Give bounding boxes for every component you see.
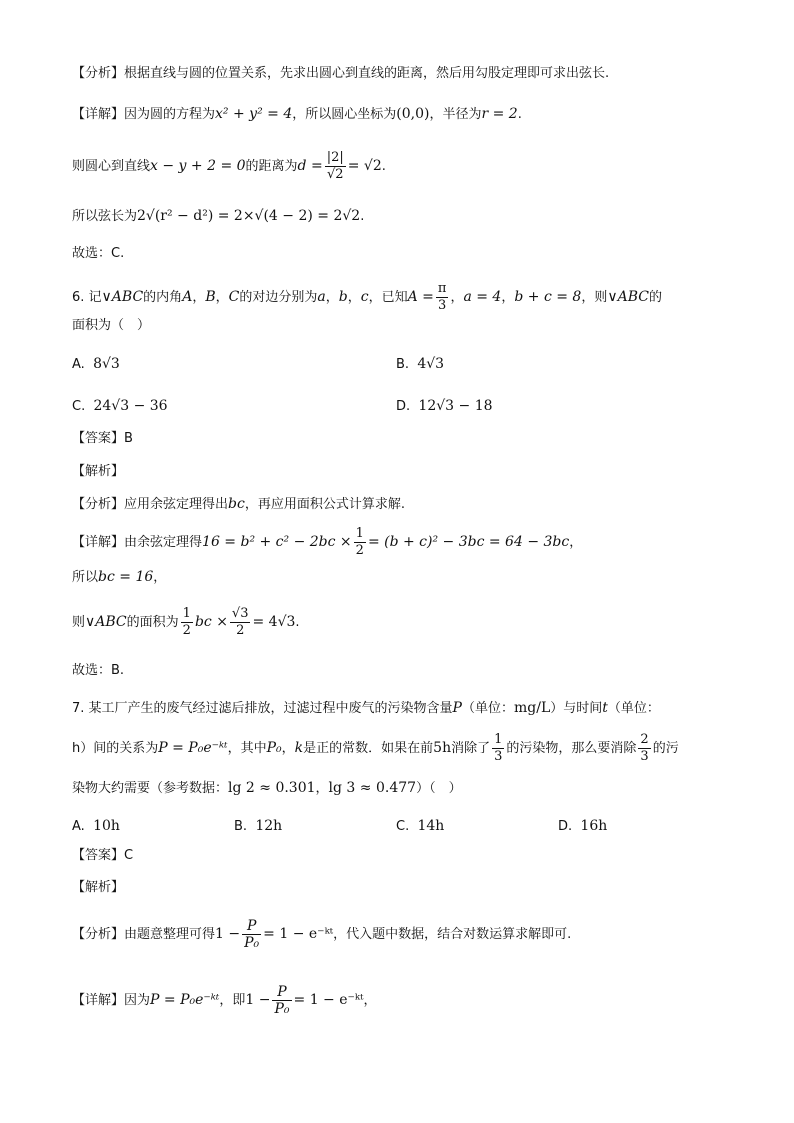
triangle-symbol: ∨ABC	[85, 614, 127, 630]
fraction-numerator: 1	[182, 606, 191, 621]
option-value: 12h	[255, 818, 283, 834]
text: 由题意整理可得	[124, 927, 216, 942]
q6-answer: 【答案】B	[72, 431, 133, 446]
text: 的	[648, 290, 662, 305]
fraction-denominator: P₀	[274, 1001, 290, 1017]
text: 染物大约需要（参考数据：	[72, 781, 229, 796]
option-label: D.	[558, 819, 573, 834]
ref-lg3: lg 3 ≈ 0.477	[328, 780, 417, 796]
q7-option-a[interactable]	[72, 816, 120, 837]
text: 的距离为	[245, 159, 298, 174]
option-label: A.	[72, 819, 85, 834]
center-coordinate: (0,0)	[396, 106, 430, 122]
q7-stem-line-2	[72, 728, 679, 769]
q5-chord-line	[72, 206, 364, 227]
text: ，	[363, 993, 377, 1008]
fraction-denominator: 2	[236, 623, 245, 638]
text: 因为圆的方程为	[124, 107, 216, 122]
text: ，	[569, 535, 583, 550]
q7-detail-line	[72, 980, 376, 1021]
fraction-denominator: 3	[438, 298, 447, 313]
p-over-p0-fraction	[272, 984, 291, 1017]
bc-symbol: bc	[228, 496, 245, 512]
option-value: 14h	[417, 818, 445, 834]
triangle-symbol: ∨ABC	[607, 289, 649, 305]
option-value: 4√3	[417, 356, 445, 372]
fraction-numerator: √3	[231, 606, 249, 621]
text: .	[517, 107, 522, 122]
cosine-expression-rest: = (b + c)² − 3bc = 64 − 3bc	[367, 534, 570, 550]
condition-a: a = 4	[463, 289, 502, 305]
q6-detail-line	[72, 522, 582, 563]
text: 消除了	[451, 741, 491, 756]
unit: mg/L	[513, 700, 551, 716]
analysis-tag: 【分析】	[72, 927, 125, 942]
one-third-fraction	[492, 732, 504, 765]
expr-lhs: 1 −	[215, 926, 241, 942]
q7-answer: 【答案】C	[72, 848, 134, 863]
half-fraction	[354, 526, 366, 559]
analysis-tag: 【分析】	[72, 66, 125, 81]
condition-bc: b + c = 8	[514, 289, 582, 305]
q7-analysis-line	[72, 914, 571, 955]
line-equation: x − y + 2 = 0	[150, 158, 246, 174]
angle-b: B	[205, 289, 216, 305]
ref-lg2: lg 2 ≈ 0.301	[228, 780, 316, 796]
text: 所以	[72, 570, 99, 585]
d-lhs: d =	[297, 158, 323, 174]
q6-option-a[interactable]	[72, 354, 120, 375]
p0-symbol: P₀	[266, 740, 282, 756]
fraction-numerator: π	[437, 281, 447, 296]
fraction-denominator: P₀	[244, 935, 260, 951]
q7-stem-line-3	[72, 778, 462, 799]
q6-option-d[interactable]	[396, 396, 493, 417]
distance-fraction	[325, 150, 346, 183]
area-mid: bc ×	[194, 614, 228, 630]
question-number: 6. 记	[72, 290, 102, 305]
fraction-denominator: 2	[355, 543, 364, 558]
text: .	[381, 159, 386, 174]
text: （单位：	[461, 701, 514, 716]
half-fraction	[181, 606, 193, 639]
q6-option-b[interactable]	[396, 354, 444, 375]
triangle-symbol: ∨ABC	[101, 289, 144, 305]
five-hours: 5h	[433, 740, 452, 756]
fraction-numerator: |2|	[326, 150, 344, 165]
d-result: = √2	[347, 158, 382, 174]
option-value: 10h	[93, 818, 120, 834]
q7-option-d[interactable]	[558, 816, 607, 837]
text: ）（ ）	[416, 781, 462, 796]
fraction-denominator: 2	[182, 623, 191, 638]
q6-jiexi: 【解析】	[72, 464, 125, 479]
fraction-numerator: 1	[494, 732, 503, 747]
detail-tag: 【详解】	[72, 993, 125, 1008]
q7-stem-line-1	[72, 698, 660, 719]
q7-option-c[interactable]	[396, 816, 444, 837]
q6-analysis-line	[72, 494, 405, 515]
k-symbol: k	[294, 740, 304, 756]
fraction-denominator: √2	[326, 167, 344, 182]
circle-equation: x² + y² = 4	[215, 106, 293, 122]
q5-choice: 故选：C.	[72, 246, 125, 261]
t-symbol: t	[602, 700, 608, 716]
decay-formula: P = P₀e⁻ᵏᵗ	[150, 992, 220, 1008]
text: ，半径为	[429, 107, 482, 122]
text: 的污	[652, 741, 679, 756]
q5-detail-line	[72, 104, 522, 125]
text: ，	[281, 741, 295, 756]
text: （单位：	[607, 701, 660, 716]
side-b: b	[338, 289, 348, 305]
side-c: c	[360, 289, 369, 305]
chord-expression: 2√(r² − d²) = 2×√(4 − 2) = 2√2	[137, 208, 361, 224]
fraction-denominator: 3	[494, 749, 503, 764]
q7-jiexi: 【解析】	[72, 880, 125, 895]
pi-over-3	[436, 281, 449, 314]
sqrt3-half-fraction	[230, 606, 251, 639]
option-label: A.	[72, 357, 85, 372]
text: ，再应用面积公式计算求解.	[244, 497, 405, 512]
option-label: C.	[72, 399, 86, 414]
q6-bc-line	[72, 567, 166, 588]
option-label: D.	[396, 399, 411, 414]
fraction-denominator: 3	[640, 749, 649, 764]
text: h）间的关系为	[72, 741, 159, 756]
option-label: C.	[396, 819, 410, 834]
text: .	[295, 615, 300, 630]
text: 应用余弦定理得出	[124, 497, 229, 512]
side-a: a	[317, 289, 326, 305]
text: .	[360, 209, 365, 224]
text: 因为	[124, 993, 151, 1008]
text: 所以弦长为	[72, 209, 138, 224]
text: ，代入题中数据，结合对数运算求解即可.	[333, 927, 572, 942]
text: ，即	[219, 993, 246, 1008]
bc-value: bc = 16	[98, 569, 154, 585]
option-value: 24√3 − 36	[93, 398, 168, 414]
option-value: 12√3 − 18	[418, 398, 493, 414]
text: 的对边分别为	[239, 290, 318, 305]
angle-a: A	[182, 289, 193, 305]
expr-rhs: = 1 − e⁻ᵏᵗ	[293, 992, 364, 1008]
text: 是正的常数．如果在前	[303, 741, 434, 756]
expr-rhs: = 1 − e⁻ᵏᵗ	[263, 926, 334, 942]
text: 7. 某工厂产生的废气经过滤后排放，过滤过程中废气的污染物含量	[72, 701, 453, 716]
analysis-text: 根据直线与圆的位置关系，先求出圆心到直线的距离，然后用勾股定理即可求出弦长.	[124, 66, 610, 81]
q5-analysis-line	[72, 64, 609, 84]
expr-lhs: 1 −	[245, 992, 271, 1008]
text: ，已知	[368, 290, 408, 305]
detail-tag: 【详解】	[72, 535, 125, 550]
fraction-numerator: P	[242, 918, 261, 935]
q6-option-c[interactable]	[72, 396, 168, 417]
option-label: B.	[396, 357, 410, 372]
option-value: 8√3	[93, 356, 120, 372]
angle-eq: A =	[407, 289, 434, 305]
text: 的面积为	[126, 615, 179, 630]
fraction-numerator: P	[272, 984, 291, 1001]
area-result: = 4√3	[252, 614, 296, 630]
two-thirds-fraction	[638, 732, 650, 765]
decay-formula: P = P₀e⁻ᵏᵗ	[158, 740, 228, 756]
p-symbol: P	[452, 700, 462, 716]
option-label: B.	[234, 819, 248, 834]
text: 的内角	[143, 290, 183, 305]
option-value: 16h	[580, 818, 608, 834]
cosine-expression: 16 = b² + c² − 2bc ×	[202, 534, 352, 550]
text: 由余弦定理得	[124, 535, 203, 550]
q6-stem-line-2: 面积为（ ）	[72, 318, 151, 333]
text: ，其中	[227, 741, 267, 756]
analysis-tag: 【分析】	[72, 497, 125, 512]
text: 则圆心到直线	[72, 159, 151, 174]
q6-stem-line-1: 6. 记∨ABC的内角A，B，C的对边分别为a，b，c，已知A = $\frac{\pi}{3}$ ，a = 4，b + c = 8，则∨ABC的	[72, 281, 662, 313]
text: 的污染物，那么要消除	[506, 741, 637, 756]
text: ）与时间	[550, 701, 603, 716]
fraction-numerator: 1	[355, 526, 364, 541]
text: ，所以圆心坐标为	[292, 107, 397, 122]
q7-option-b[interactable]	[234, 816, 282, 837]
text: ，则	[581, 290, 608, 305]
text: ，	[153, 570, 167, 585]
text: 则	[72, 615, 86, 630]
detail-tag: 【详解】	[72, 107, 125, 122]
radius: r = 2	[481, 106, 518, 122]
p-over-p0-fraction	[242, 918, 261, 951]
q6-area-line	[72, 602, 300, 643]
angle-c: C	[228, 289, 240, 305]
q6-choice: 故选：B.	[72, 663, 125, 678]
q5-distance-line	[72, 146, 386, 187]
fraction-numerator: 2	[640, 732, 649, 747]
text: ，	[315, 781, 329, 796]
